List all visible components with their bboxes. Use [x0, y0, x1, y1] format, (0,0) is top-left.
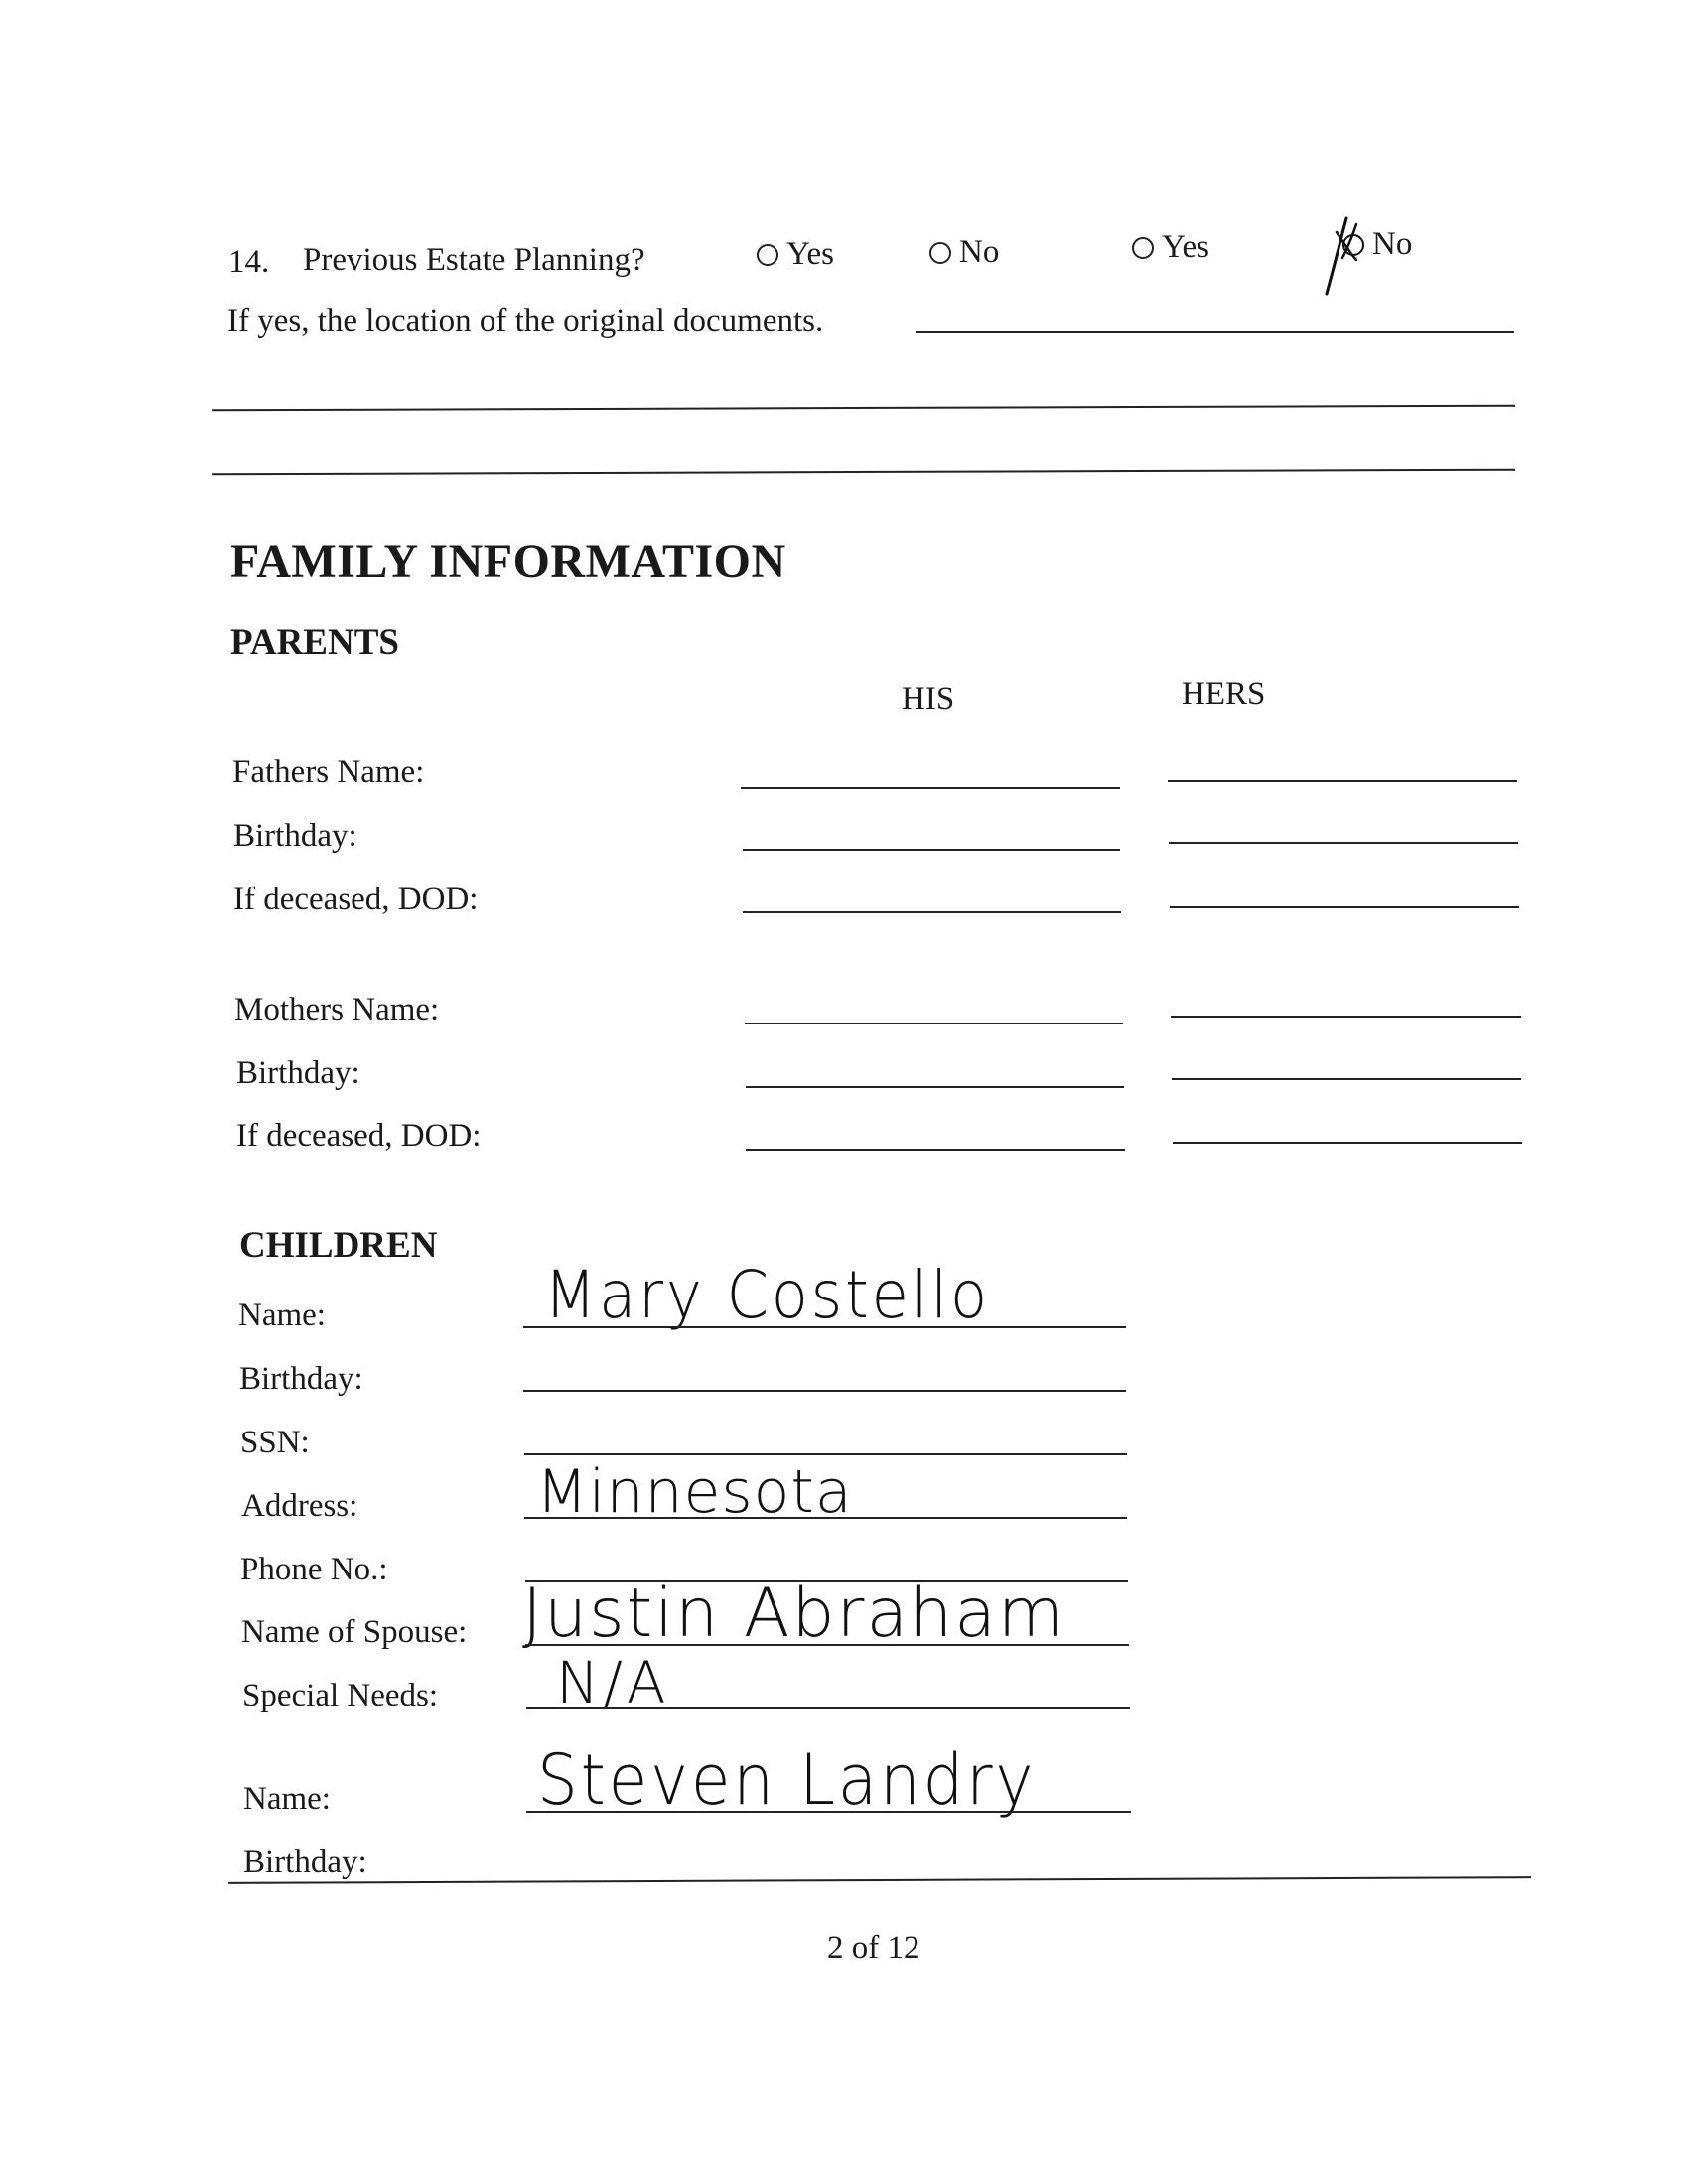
child-ssn-label: SSN: [240, 1425, 310, 1460]
fathers-name-his-line[interactable] [741, 787, 1120, 789]
family-information-heading: FAMILY INFORMATION [230, 535, 786, 588]
child-2-birthday-line[interactable] [228, 1876, 1531, 1884]
mother-birthday-hers-line[interactable] [1172, 1078, 1521, 1080]
radio-circle [757, 244, 778, 266]
mother-dod-label: If deceased, DOD: [236, 1118, 482, 1154]
child-1-special-needs-value: N/A [556, 1649, 670, 1716]
child-1-spouse-value: Justin Abraham [522, 1574, 1066, 1653]
mothers-name-hers-line[interactable] [1171, 1016, 1521, 1018]
fathers-name-label: Fathers Name: [232, 754, 425, 790]
child-1-special-needs-line[interactable] [526, 1707, 1130, 1709]
father-dod-hers-line[interactable] [1170, 906, 1519, 908]
mothers-name-label: Mothers Name: [234, 992, 440, 1027]
child-1-ssn-line[interactable] [524, 1453, 1127, 1455]
father-dod-his-line[interactable] [743, 911, 1121, 913]
his-column-header: HIS [902, 681, 955, 717]
hers-no-label: No [1372, 226, 1413, 262]
mother-dod-hers-line[interactable] [1173, 1142, 1522, 1144]
child-1-birthday-line[interactable] [523, 1390, 1126, 1392]
radio-circle [929, 242, 951, 264]
child-phone-label: Phone No.: [240, 1552, 388, 1587]
child-2-birthday-label: Birthday: [243, 1844, 367, 1880]
mother-birthday-label: Birthday: [236, 1055, 360, 1091]
child-2-name-label: Name: [243, 1781, 331, 1817]
father-birthday-label: Birthday: [233, 818, 357, 854]
child-1-address-line[interactable] [524, 1517, 1127, 1519]
child-special-needs-label: Special Needs: [242, 1678, 439, 1713]
child-1-name-line[interactable] [523, 1326, 1126, 1328]
location-label: If yes, the location of the original documents. [227, 303, 824, 339]
his-yes-option[interactable] [757, 236, 834, 273]
child-2-name-line[interactable] [526, 1811, 1131, 1813]
father-birthday-hers-line[interactable] [1169, 842, 1518, 844]
hers-column-header: HERS [1182, 676, 1266, 712]
children-heading: CHILDREN [239, 1225, 438, 1266]
child-2-name-value: Steven Landry [537, 1739, 1037, 1821]
location-line-1[interactable] [916, 331, 1514, 333]
his-no-label: No [959, 234, 1000, 270]
his-no-option[interactable] [929, 234, 999, 271]
father-dod-label: If deceased, DOD: [233, 882, 479, 917]
radio-circle [1132, 237, 1154, 259]
child-1-spouse-line[interactable] [525, 1644, 1129, 1646]
child-spouse-label: Name of Spouse: [241, 1614, 468, 1650]
child-1-name-value: Mary Costello [544, 1257, 990, 1333]
child-name-label: Name: [238, 1297, 326, 1333]
location-line-3[interactable] [212, 469, 1515, 476]
page-number: 2 of 12 [827, 1930, 920, 1966]
mother-dod-his-line[interactable] [746, 1149, 1125, 1151]
mothers-name-his-line[interactable] [745, 1023, 1123, 1024]
father-birthday-his-line[interactable] [743, 849, 1120, 851]
child-birthday-label: Birthday: [239, 1361, 363, 1397]
fathers-name-hers-line[interactable] [1168, 780, 1517, 782]
parents-heading: PARENTS [230, 622, 399, 663]
hers-yes-option[interactable] [1132, 229, 1209, 266]
question-14-label: Previous Estate Planning? [303, 242, 645, 278]
question-14-number: 14. [228, 244, 270, 280]
mother-birthday-his-line[interactable] [746, 1086, 1124, 1088]
handwritten-check-mark [1317, 210, 1376, 300]
location-line-2[interactable] [212, 405, 1515, 412]
child-address-label: Address: [241, 1488, 358, 1524]
his-yes-label: Yes [786, 236, 835, 272]
child-1-address-value: Minnesota [536, 1457, 853, 1527]
hers-yes-label: Yes [1162, 229, 1210, 265]
